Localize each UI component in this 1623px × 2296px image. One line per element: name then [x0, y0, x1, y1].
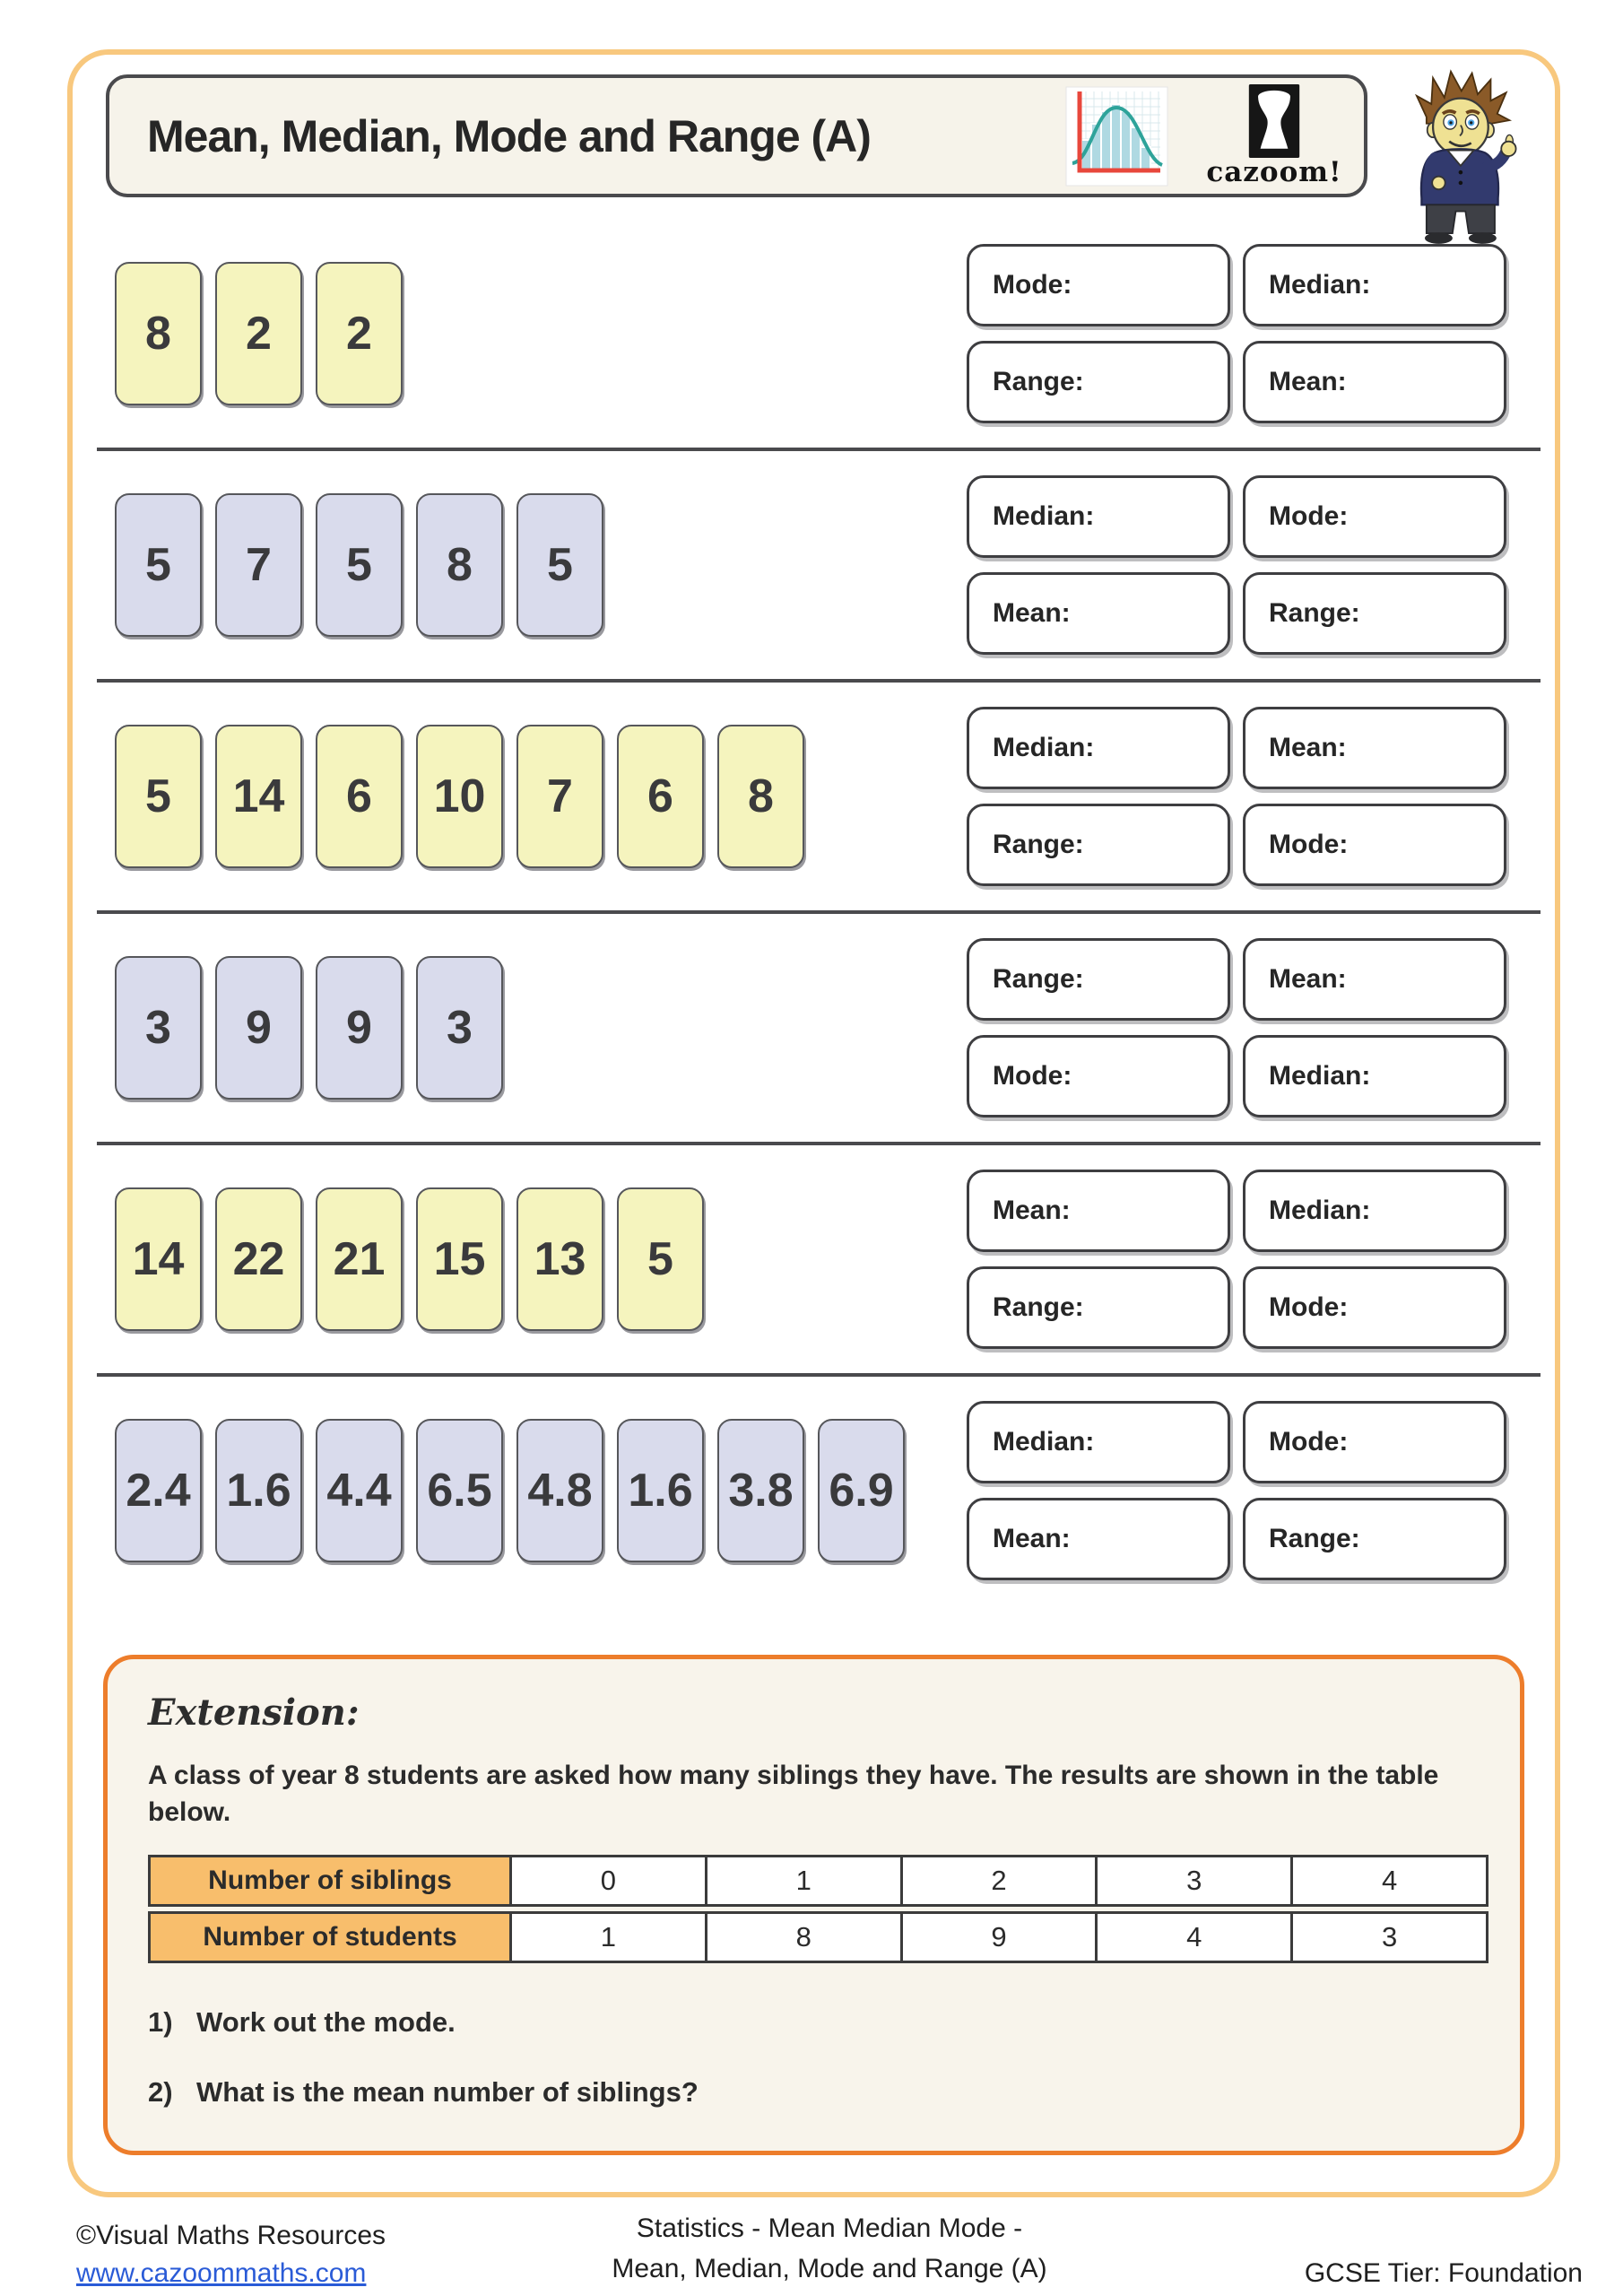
number-card: 14 — [215, 725, 302, 868]
question-text: Work out the mode. — [196, 2005, 456, 2038]
question-row-5 — [97, 1145, 1541, 1373]
number-card: 9 — [316, 956, 403, 1100]
answer-box-mean — [967, 1498, 1230, 1580]
number-card: 3 — [416, 956, 503, 1100]
cards-group — [115, 1419, 905, 1562]
header-icons — [1065, 84, 1342, 188]
answer-label: Mode: — [993, 270, 1072, 300]
number-card: 6.5 — [416, 1419, 503, 1562]
answer-label: Mean: — [1269, 367, 1347, 396]
question-row-3 — [97, 683, 1541, 910]
answer-label: Range: — [1269, 598, 1360, 628]
mascot-boy — [1399, 57, 1521, 255]
page-title: Mean, Median, Mode and Range (A) — [147, 110, 871, 161]
table-row-siblings — [148, 1855, 1488, 1907]
answer-box-mode — [967, 1035, 1230, 1118]
answer-label: Range: — [993, 830, 1084, 859]
answer-label: Mode: — [993, 1061, 1072, 1091]
number-card: 6.9 — [818, 1419, 905, 1562]
number-card: 14 — [115, 1187, 202, 1331]
number-card: 5 — [516, 493, 603, 637]
answer-label: Median: — [993, 501, 1095, 531]
number-card: 4.4 — [316, 1419, 403, 1562]
number-card: 1.6 — [215, 1419, 302, 1562]
answers-grid — [967, 938, 1506, 1118]
extension-questions — [148, 2006, 1480, 2109]
answer-label: Mean: — [1269, 964, 1347, 994]
table-value-cell: 3 — [1381, 1920, 1398, 1952]
number-card: 8 — [717, 725, 804, 868]
answer-box-mean — [967, 572, 1230, 655]
website-link[interactable]: www.cazoommaths.com — [76, 2258, 367, 2288]
cards-group — [115, 262, 403, 405]
answer-box-mode — [1243, 804, 1506, 886]
table-value-cell: 1 — [512, 1914, 707, 1961]
table-value-cell: 3 — [1098, 1857, 1293, 1904]
answer-label: Median: — [1269, 270, 1371, 300]
answer-box-median — [1243, 1035, 1506, 1118]
footer-tier: GCSE Tier: Foundation — [1304, 2258, 1583, 2288]
question-row-6 — [97, 1377, 1541, 1605]
number-card: 8 — [115, 262, 202, 405]
answer-label: Mean: — [993, 598, 1071, 628]
answers-grid — [967, 1170, 1506, 1349]
answer-label: Mode: — [1269, 501, 1349, 531]
question-number: 1) — [148, 2005, 173, 2038]
answer-label: Mean: — [1269, 733, 1347, 762]
header-box — [106, 74, 1367, 197]
footer-worksheet-name: Mean, Median, Mode and Range (A) — [612, 2254, 1047, 2283]
answer-box-median — [967, 1401, 1230, 1483]
table-value-cell: 4 — [1381, 1864, 1398, 1896]
table-header-cell: Number of students — [151, 1914, 512, 1961]
question-rows — [97, 220, 1541, 1605]
answer-box-mode — [967, 244, 1230, 326]
question-row-2 — [97, 451, 1541, 679]
answer-box-range — [967, 1266, 1230, 1349]
number-card: 6 — [316, 725, 403, 868]
table-row-students — [148, 1911, 1488, 1963]
number-card: 1.6 — [617, 1419, 704, 1562]
answer-box-mean — [967, 1170, 1230, 1252]
cards-group — [115, 725, 804, 868]
extension-title: Extension: — [148, 1692, 360, 1734]
siblings-table — [148, 1855, 1488, 1963]
number-card: 7 — [215, 493, 302, 637]
number-card: 13 — [516, 1187, 603, 1331]
answer-label: Median: — [1269, 1196, 1371, 1225]
cazoom-logo-text: cazoom! — [1206, 155, 1342, 188]
extension-intro: A class of year 8 students are asked how many siblings they have. The results are shown in the table below. — [148, 1761, 1439, 1828]
answer-label: Range: — [1269, 1524, 1360, 1553]
question-number: 2) — [148, 2075, 173, 2108]
table-header-cell: Number of siblings — [151, 1857, 512, 1904]
answers-grid — [967, 1401, 1506, 1580]
table-value-cell: 4 — [1098, 1914, 1293, 1961]
answer-label: Mode: — [1269, 1427, 1349, 1457]
answer-label: Range: — [993, 964, 1084, 994]
question-text: What is the mean number of siblings? — [196, 2075, 699, 2108]
footer-category: Statistics - Mean Median Mode - — [636, 2213, 1023, 2243]
table-value-cell: 1 — [707, 1857, 903, 1904]
page-footer — [76, 2208, 1583, 2289]
answer-label: Mean: — [993, 1524, 1071, 1553]
number-card: 10 — [416, 725, 503, 868]
answer-box-median — [967, 707, 1230, 789]
table-value-cell: 8 — [707, 1914, 903, 1961]
answers-grid — [967, 244, 1506, 423]
question-row-1 — [97, 220, 1541, 448]
number-card: 8 — [416, 493, 503, 637]
answer-box-median — [1243, 1170, 1506, 1252]
table-value-cell: 2 — [903, 1857, 1098, 1904]
answer-box-mean — [1243, 341, 1506, 423]
table-value-cell: 0 — [512, 1857, 707, 1904]
question-row-4 — [97, 914, 1541, 1142]
extension-panel — [103, 1655, 1524, 2155]
footer-center — [612, 2208, 1046, 2289]
number-card: 2 — [316, 262, 403, 405]
number-card: 5 — [115, 493, 202, 637]
answer-label: Median: — [993, 733, 1095, 762]
cards-group — [115, 493, 603, 637]
answer-box-range — [967, 938, 1230, 1021]
number-card: 22 — [215, 1187, 302, 1331]
number-card: 2 — [215, 262, 302, 405]
table-values — [512, 1914, 1486, 1961]
answers-grid — [967, 707, 1506, 886]
answer-box-mean — [1243, 707, 1506, 789]
cazoom-logo — [1206, 84, 1342, 188]
number-card: 21 — [316, 1187, 403, 1331]
number-card: 2.4 — [115, 1419, 202, 1562]
answer-label: Mode: — [1269, 1292, 1349, 1322]
footer-left — [76, 2221, 386, 2289]
answer-box-mode — [1243, 1401, 1506, 1483]
answer-box-mode — [1243, 1266, 1506, 1349]
answers-grid — [967, 475, 1506, 655]
answer-label: Range: — [993, 1292, 1084, 1322]
answer-box-range — [1243, 572, 1506, 655]
answer-label: Mode: — [1269, 830, 1349, 859]
cards-group — [115, 956, 503, 1100]
drum-icon — [1245, 84, 1303, 158]
answer-box-median — [1243, 244, 1506, 326]
histogram-chart-icon — [1065, 86, 1168, 187]
answer-box-mode — [1243, 475, 1506, 558]
answer-box-median — [967, 475, 1230, 558]
number-card: 6 — [617, 725, 704, 868]
copyright-text: ©Visual Maths Resources — [76, 2221, 386, 2250]
answer-label: Median: — [993, 1427, 1095, 1457]
question-2 — [148, 2076, 1480, 2109]
answer-label: Median: — [1269, 1061, 1371, 1091]
number-card: 3 — [115, 956, 202, 1100]
answer-box-range — [967, 804, 1230, 886]
number-card: 7 — [516, 725, 603, 868]
answer-box-range — [1243, 1498, 1506, 1580]
number-card: 5 — [617, 1187, 704, 1331]
number-card: 15 — [416, 1187, 503, 1331]
table-value-cell: 9 — [903, 1914, 1098, 1961]
answer-box-mean — [1243, 938, 1506, 1021]
number-card: 5 — [316, 493, 403, 637]
question-1 — [148, 2006, 1480, 2039]
answer-label: Range: — [993, 367, 1084, 396]
number-card: 4.8 — [516, 1419, 603, 1562]
number-card: 3.8 — [717, 1419, 804, 1562]
number-card: 5 — [115, 725, 202, 868]
table-values — [512, 1857, 1486, 1904]
cards-group — [115, 1187, 704, 1331]
answer-box-range — [967, 341, 1230, 423]
answer-label: Mean: — [993, 1196, 1071, 1225]
number-card: 9 — [215, 956, 302, 1100]
